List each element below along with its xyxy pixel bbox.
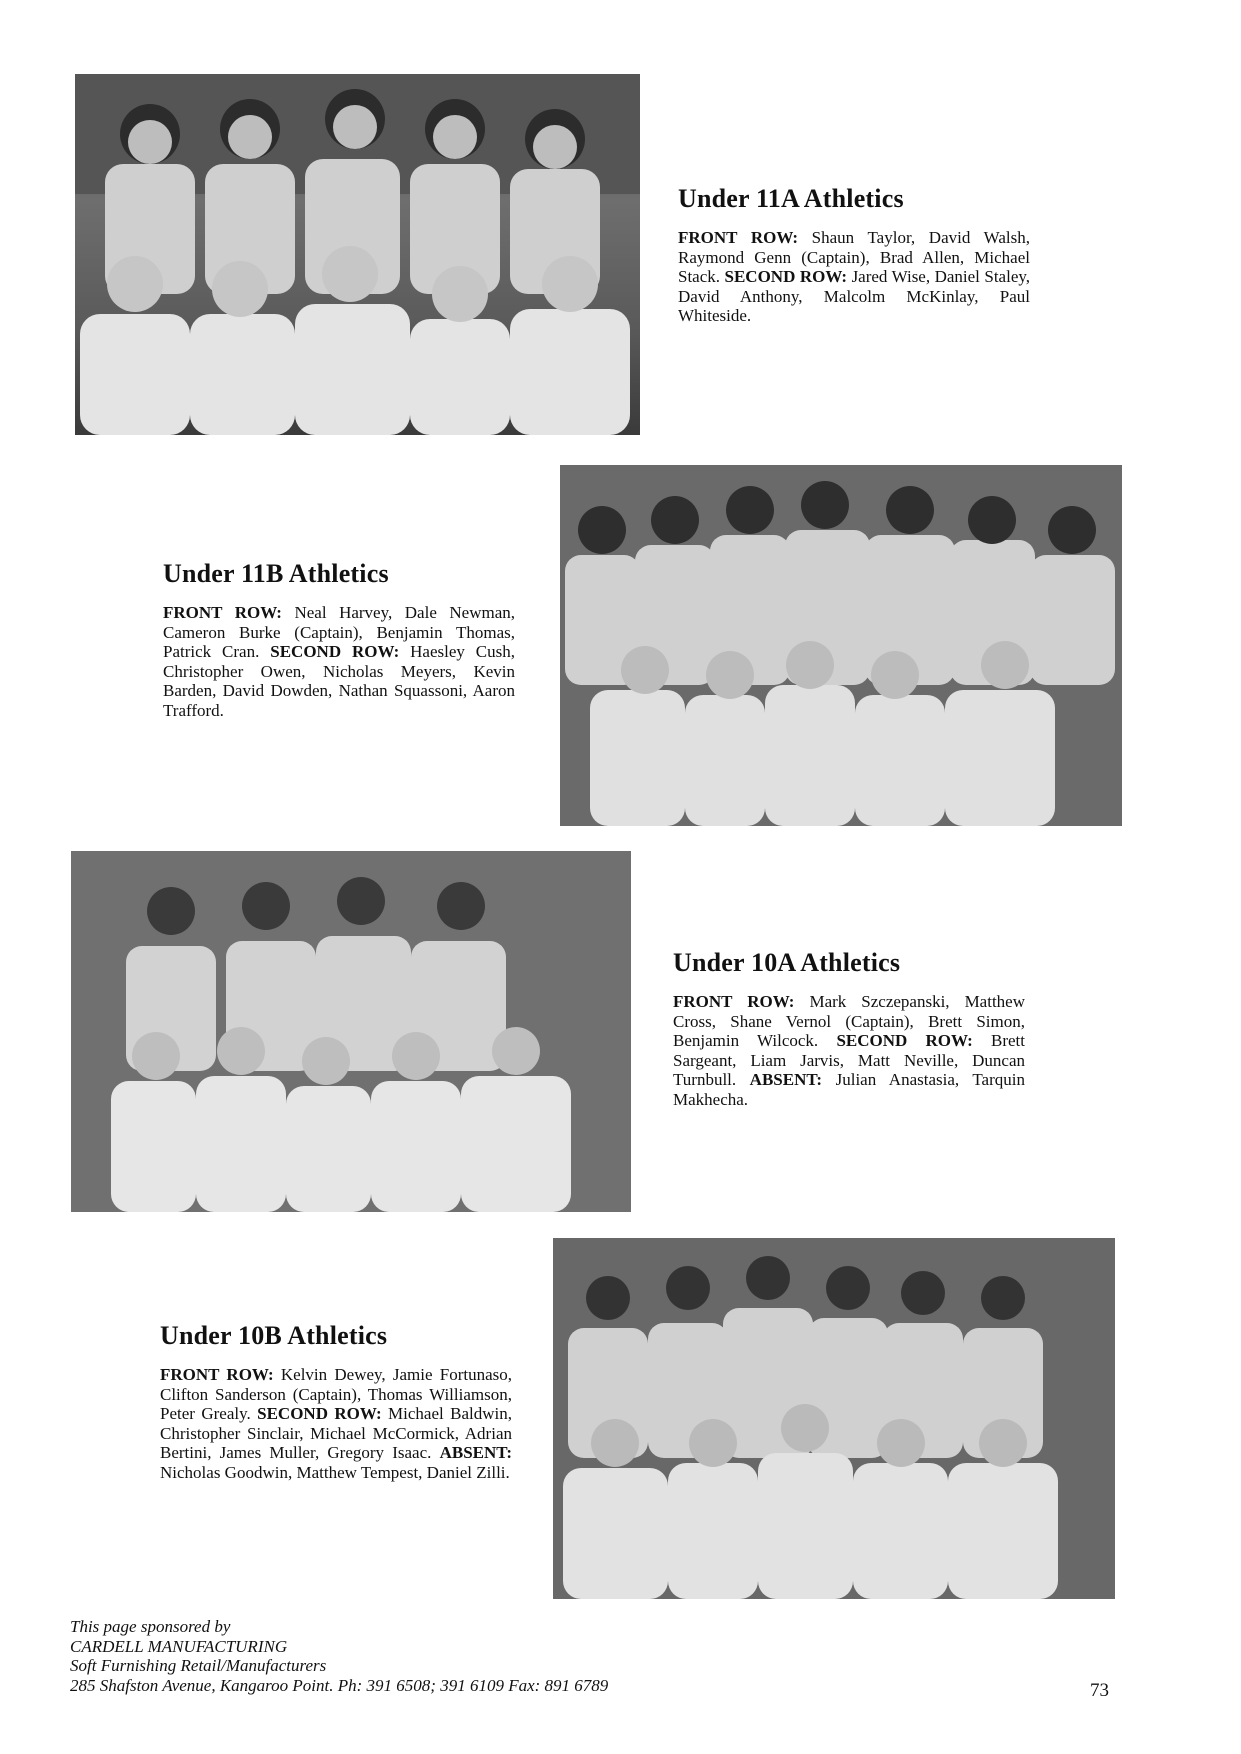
second-row-label: SECOND ROW: [257,1404,382,1423]
section-title: Under 10A Athletics [673,948,901,977]
team-photo-u10b [553,1238,1115,1599]
front-row-names: Kelvin Dewey, Jamie Fortunaso, Clifton Sanderson (Captain), Thomas Williamson, Peter Grealy. [160,1365,513,1423]
second-row-names: Jared Wise, Daniel Staley, David Anthony, Malcolm McKinlay, Paul Whiteside. [678,267,1031,325]
absent-label: ABSENT: [439,1443,513,1462]
caption-u11b [163,559,515,720]
second-row-label: SECOND ROW: [836,1031,973,1050]
front-row-label: FRONT ROW: [163,603,282,622]
front-row-label: FRONT ROW: [160,1365,274,1384]
second-row-names: Haesley Cush, Christopher Owen, Nicholas Meyers, Kevin Barden, David Dowden, Nathan Squassoni, Aaron Trafford. [163,642,516,720]
front-row-names: Neal Harvey, Dale Newman, Cameron Burke (Captain), Benjamin Thomas, Patrick Cran. [163,603,515,661]
caption-u10b [160,1321,512,1482]
section-title: Under 10B Athletics [160,1321,388,1350]
group-photo-illustration [560,465,1122,826]
group-photo-illustration [75,74,640,435]
front-row-names: Mark Szczepanski, Matthew Cross, Shane Vernol (Captain), Brett Simon, Benjamin Wilcock. [673,992,1025,1050]
section-title: Under 11B Athletics [163,559,389,588]
team-photo-u11b [560,465,1122,826]
names-paragraph [163,603,515,720]
sponsor-block [70,1617,608,1695]
group-photo-illustration [71,851,631,1212]
absent-label: ABSENT: [749,1070,823,1089]
second-row-names: Michael Baldwin, Christopher Sinclair, Michael McCormick, Adrian Bertini, James Muller, Gregory Isaac. [160,1404,512,1462]
group-photo-illustration [553,1238,1115,1599]
absent-names: Nicholas Goodwin, Matthew Tempest, Daniel Zilli. [160,1462,510,1482]
second-row-names: Brett Sargeant, Liam Jarvis, Matt Neville, Duncan Turnbull. [673,1031,1025,1089]
second-row-label: SECOND ROW: [724,267,848,286]
names-paragraph [678,228,1030,326]
front-row-names: Shaun Taylor, David Walsh, Raymond Genn (Captain), Brad Allen, Michael Stack. [678,228,1030,286]
names-paragraph [673,992,1025,1109]
team-photo-u10a [71,851,631,1212]
front-row-label: FRONT ROW: [678,228,799,247]
page-number: 73 [1090,1680,1109,1701]
absent-names: Julian Anastasia, Tarquin Makhecha. [673,1070,1025,1109]
section-title: Under 11A Athletics [678,184,904,213]
caption-u10a [673,948,1025,1109]
team-photo-u11a [75,74,640,435]
front-row-label: FRONT ROW: [673,992,795,1011]
names-paragraph [160,1365,512,1482]
sponsor-address: 285 Shafston Avenue, Kangaroo Point. Ph: 391 6508; 391 6109 Fax: 891 6789 [70,1675,609,1695]
sponsor-intro: This page sponsored by [70,1617,231,1636]
second-row-label: SECOND ROW: [270,642,400,661]
caption-u11a [678,184,1030,326]
sponsor-company: CARDELL MANUFACTURING [70,1636,288,1656]
sponsor-business: Soft Furnishing Retail/Manufacturers [70,1656,327,1675]
